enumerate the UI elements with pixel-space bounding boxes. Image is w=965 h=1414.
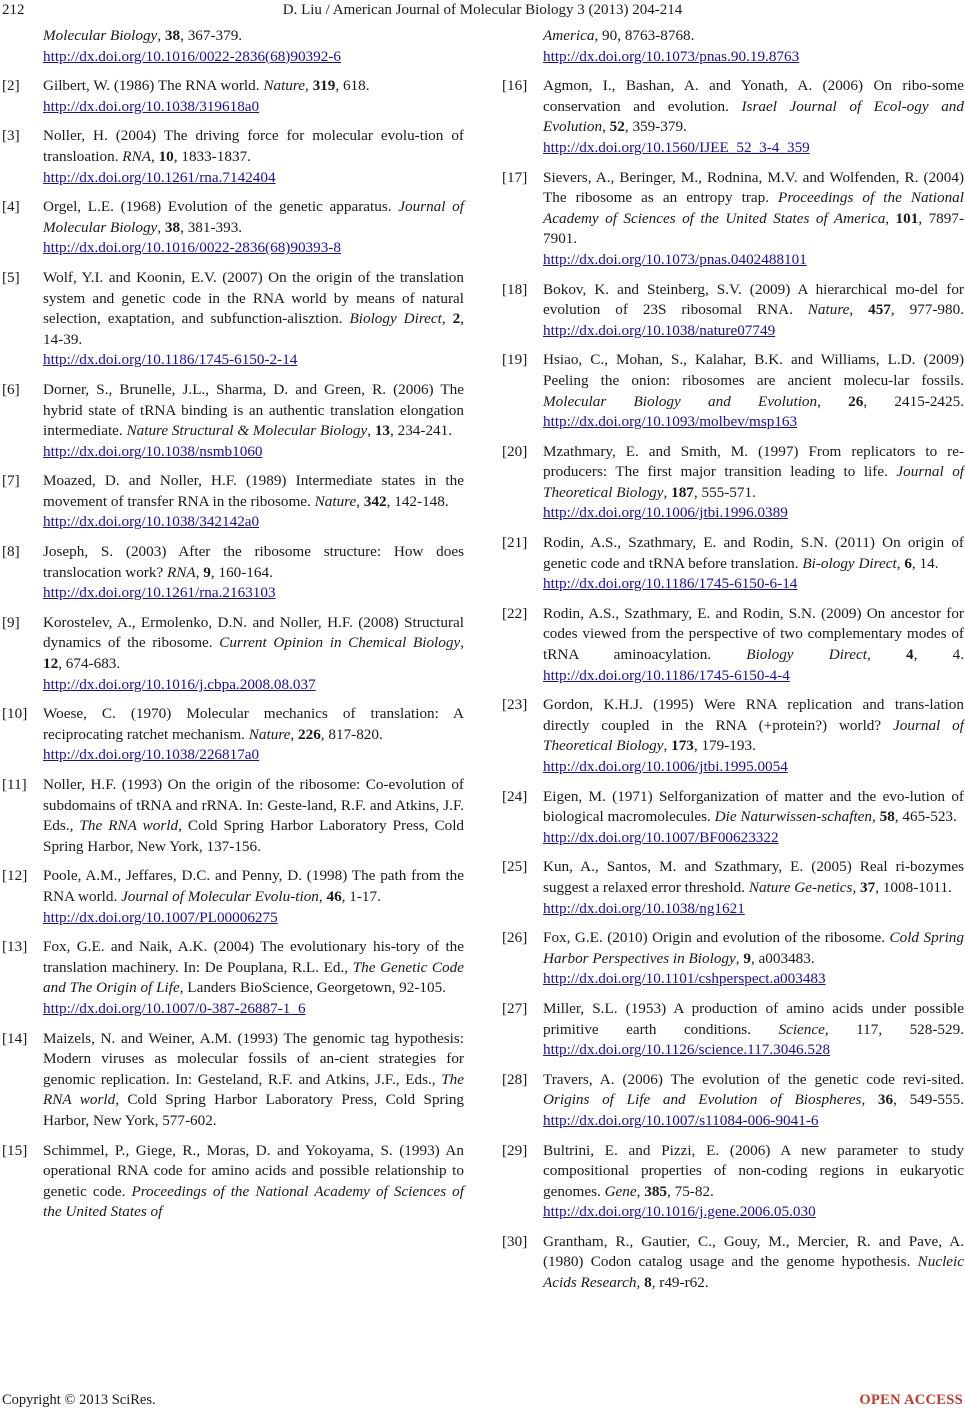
doi-link[interactable]: http://dx.doi.org/10.1016/j.cbpa.2008.08.037 <box>43 675 316 693</box>
reference-entry <box>502 168 964 271</box>
reference-entry <box>2 1029 464 1132</box>
reference-text-segment: Wolf, Y.I. and Koonin, E.V. (2007) On the origin of the translation system and genetic code in the RNA world by means of natural selection, exaptation, and subfunction-alisztion. <box>43 268 464 328</box>
reference-text-segment: , <box>460 634 465 652</box>
doi-link[interactable]: http://dx.doi.org/10.1038/226817a0 <box>43 746 260 764</box>
reference-text-segment: Korostelev, A., Ermolenko, D.N. and Noller, H.F. (2008) Structural dynamics of the ribosome. <box>43 613 464 652</box>
reference-volume: 36 <box>877 1091 894 1109</box>
doi-link[interactable]: http://dx.doi.org/10.1038/ng1621 <box>543 899 745 917</box>
reference-entry <box>2 76 464 117</box>
reference-text-segment: Rodin, A.S., Szathmary, E. and Rodin, S.N. (2009) On ancestor for codes viewed from the perspective of two complementary modes of tRNA aminoacylation. <box>543 604 964 664</box>
reference-text-segment: Hsiao, C., Mohan, S., Kalahar, B.K. and Williams, L.D. (2009) Peeling the onion: ribosomes are ancient molecu-lar fossils. <box>543 351 964 389</box>
reference-volume: 8 <box>644 1274 652 1292</box>
reference-text-segment: , 2415-2425. <box>863 392 965 410</box>
reference-text-segment: , Landers BioScience, Georgetown, 92-105. <box>179 979 446 997</box>
reference-source-title: Origins of Life and Evolution of Biospheres <box>543 1091 862 1109</box>
reference-text-segment: , 75-82. <box>667 1182 714 1200</box>
reference-text-segment: , 14-39. <box>43 310 465 348</box>
doi-link[interactable]: http://dx.doi.org/10.1016/0022-2836(68)90393-8 <box>43 239 341 257</box>
reference-text <box>543 787 964 849</box>
reference-text <box>43 1141 464 1223</box>
reference-entry <box>2 937 464 1019</box>
reference-source-title: Journal of Theoretical Biology <box>543 716 964 755</box>
reference-number: [11] <box>2 776 27 793</box>
reference-entry <box>2 268 464 371</box>
doi-link[interactable]: http://dx.doi.org/10.1101/cshperspect.a003483 <box>543 970 826 988</box>
reference-text-segment: Fox, G.E. (2010) Origin and evolution of the ribosome. <box>543 929 890 947</box>
reference-number: [3] <box>2 127 20 145</box>
reference-text-segment: Grantham, R., Gautier, C., Gouy, M., Mercier, R. and Pave, A. (1980) Codon catalog usage and the genome hypothesis. <box>543 1232 964 1271</box>
reference-source-title: Journal of Theoretical Biology <box>543 463 965 501</box>
reference-text-segment: Fox, G.E. and Naik, A.K. (2004) The evolutionary his-tory of the translation machinery. In: De Pouplana, R.L. Ed., <box>43 938 464 976</box>
reference-text <box>543 26 964 67</box>
reference-source-title: RNA <box>167 563 196 581</box>
reference-number: [6] <box>2 380 20 398</box>
doi-link[interactable]: http://dx.doi.org/10.1007/s11084-006-9041-6 <box>543 1111 819 1129</box>
reference-text <box>543 1141 964 1223</box>
reference-text-segment: Gilbert, W. (1986) The RNA world. <box>43 77 264 95</box>
reference-number: [19] <box>502 351 528 369</box>
reference-text-segment: , <box>872 808 880 826</box>
reference-number: [14] <box>2 1029 28 1047</box>
reference-volume: 9 <box>743 949 751 967</box>
reference-entry <box>502 857 964 919</box>
reference-column-left <box>2 26 464 1232</box>
doi-link[interactable]: http://dx.doi.org/10.1016/0022-2836(68)90392-6 <box>43 47 341 65</box>
reference-entry <box>2 775 464 857</box>
reference-source-title: Molecular Biology <box>43 27 158 44</box>
reference-text-segment: , 1008-1011. <box>875 878 952 896</box>
reference-source-title: The RNA world <box>79 817 179 835</box>
reference-text-segment: , <box>195 563 204 581</box>
doi-link[interactable]: http://dx.doi.org/10.1073/pnas.0402488101 <box>543 250 807 268</box>
reference-source-title: Nature <box>807 301 850 319</box>
reference-source-title: Nature Structural & Molecular Biology <box>126 422 368 440</box>
reference-text <box>543 1070 964 1132</box>
reference-volume: 12 <box>43 655 59 673</box>
reference-volume: 319 <box>312 77 336 95</box>
reference-text-segment: , <box>817 392 849 410</box>
reference-text-segment: , <box>602 118 610 136</box>
doi-link[interactable]: http://dx.doi.org/10.1016/j.gene.2006.05.030 <box>543 1203 816 1221</box>
reference-text <box>543 442 964 524</box>
running-header <box>0 0 965 24</box>
reference-entry <box>502 1070 964 1132</box>
reference-volume: 52 <box>609 118 625 136</box>
doi-link[interactable]: http://dx.doi.org/10.1560/IJEE_52_3-4_359 <box>543 138 810 156</box>
reference-volume: 26 <box>848 392 864 410</box>
reference-text-segment: , <box>866 646 906 664</box>
reference-number: [30] <box>502 1232 528 1250</box>
reference-volume: 9 <box>203 563 211 581</box>
reference-text-segment: , 234-241. <box>390 422 453 440</box>
reference-text <box>43 775 464 857</box>
reference-text-segment: , <box>885 209 896 227</box>
reference-text-segment: , 549-555. <box>893 1091 964 1109</box>
reference-text-segment: , 618. <box>335 77 370 95</box>
reference-source-title: Biology Direct <box>746 646 867 664</box>
reference-volume: 342 <box>363 492 387 510</box>
reference-source-title: Israel Journal of Ecol-ogy and Evolution <box>543 97 964 136</box>
reference-text-segment: , 465-523. <box>894 808 957 826</box>
reference-number: [9] <box>2 613 20 631</box>
reference-entry <box>2 126 464 188</box>
reference-text-segment: Eigen, M. (1971) Selforganization of matter and the evo-lution of biological macromolecules. <box>543 787 964 826</box>
reference-volume: 38 <box>164 218 181 236</box>
reference-text-segment: Orgel, L.E. (1968) Evolution of the genetic apparatus. <box>43 198 399 216</box>
reference-text-segment: Poole, A.M., Jeffares, D.C. and Penny, D. (1998) The path from the RNA world. <box>43 867 464 905</box>
reference-source-title: Cold Spring Harbor Perspectives in Biology <box>543 929 964 967</box>
reference-number: [21] <box>502 534 528 552</box>
reference-volume: 13 <box>374 422 391 440</box>
reference-entry <box>502 350 964 432</box>
reference-text <box>43 380 464 462</box>
reference-text <box>43 126 464 188</box>
reference-text-segment: , <box>356 492 364 510</box>
reference-text-segment: , 4. <box>913 646 964 664</box>
reference-text-segment: , <box>636 1274 645 1292</box>
reference-text <box>43 197 464 259</box>
reference-text <box>43 704 464 766</box>
reference-source-title: Nature <box>248 725 291 743</box>
reference-text-segment: Bokov, K. and Steinberg, S.V. (2009) A hierarchical mo-del for evolution of 23S ribosomal RNA. <box>543 280 964 319</box>
doi-link[interactable]: http://dx.doi.org/10.1093/molbev/msp163 <box>543 413 798 431</box>
page-number: 212 <box>2 2 25 18</box>
reference-number: [23] <box>502 696 528 714</box>
reference-text <box>543 604 964 686</box>
doi-link[interactable]: http://dx.doi.org/10.1038/342142a0 <box>43 513 260 531</box>
reference-source-title: Journal of Molecular Biology <box>43 198 464 236</box>
reference-number: [17] <box>502 168 528 186</box>
reference-text-segment: , <box>367 422 375 440</box>
reference-text-segment: Sievers, A., Beringer, M., Rodnina, M.V. and Wolfenden, R. (2004) The ribosome as an entropy trap. <box>543 168 964 207</box>
reference-source-title: Gene <box>604 1182 637 1200</box>
reference-text <box>43 1029 464 1132</box>
reference-text-segment: , 817-820. <box>320 725 383 743</box>
reference-text-segment: , <box>663 483 672 501</box>
reference-text <box>543 695 964 777</box>
reference-text-segment: , Cold Spring Harbor Laboratory Press, Cold Spring Harbor, New York, 577-602. <box>43 1091 465 1129</box>
reference-number: [16] <box>502 77 528 95</box>
reference-source-title: Bi-ology Direct <box>802 554 897 572</box>
reference-text-segment: , <box>663 737 672 755</box>
reference-number: [4] <box>2 198 20 216</box>
reference-number: [2] <box>2 77 20 95</box>
doi-link[interactable]: http://dx.doi.org/10.1126/science.117.3046.528 <box>543 1041 831 1059</box>
reference-number: [29] <box>502 1141 528 1159</box>
reference-number: [27] <box>502 999 528 1017</box>
reference-entry <box>2 866 464 928</box>
reference-text-segment: , a003483. <box>750 949 815 967</box>
reference-entry <box>2 26 464 67</box>
reference-number: [28] <box>502 1070 528 1088</box>
reference-number: [8] <box>2 543 20 561</box>
reference-text-segment: , 359-379. <box>624 118 687 136</box>
reference-text <box>43 471 464 533</box>
reference-text-segment: Woese, C. (1970) Molecular mechanics of translation: A reciprocating ratchet mechanism. <box>43 705 464 743</box>
reference-volume: 2 <box>452 310 461 328</box>
reference-volume: 37 <box>860 878 876 896</box>
reference-source-title: Die Naturwissen-schaften <box>714 808 873 826</box>
reference-text <box>543 76 964 158</box>
doi-link[interactable]: http://dx.doi.org/10.1073/pnas.90.19.8763 <box>543 47 800 65</box>
reference-text-segment: , <box>735 949 744 967</box>
reference-entry <box>502 533 964 595</box>
doi-link[interactable]: http://dx.doi.org/10.1261/rna.7142404 <box>43 168 276 186</box>
reference-source-title: Proceedings of the National Academy of Sciences of the United States of America <box>543 189 964 227</box>
reference-text <box>43 76 464 117</box>
doi-link[interactable]: http://dx.doi.org/10.1038/nature07749 <box>543 321 776 339</box>
reference-text-segment: Noller, H.F. (1993) On the origin of the ribosome: Co-evolution of subdomains of tRNA and rRNA. In: Geste-land, R.F. and Atkins, J.F. Eds., <box>43 776 464 835</box>
reference-text-segment: Rodin, A.S., Szathmary, E. and Rodin, S.N. (2011) On origin of genetic code and tRNA before translation. <box>543 534 964 572</box>
reference-text-segment: Moazed, D. and Noller, H.F. (1989) Intermediate states in the movement of transfer RNA in the ribosome. <box>43 472 464 510</box>
reference-text-segment: , 381-393. <box>180 218 243 236</box>
reference-number: [7] <box>2 472 20 490</box>
reference-entry <box>502 1232 964 1294</box>
reference-entry <box>2 704 464 766</box>
reference-text-segment: Dorner, S., Brunelle, J.L., Sharma, D. and Green, R. (2006) The hybrid state of tRNA binding is an authentic translation elongation intermediate. <box>43 380 464 440</box>
reference-volume: 187 <box>671 483 694 501</box>
reference-text <box>43 613 464 695</box>
reference-volume: 6 <box>904 554 912 572</box>
reference-text-segment: , r49-r62. <box>651 1274 709 1292</box>
reference-entry <box>2 197 464 259</box>
reference-text-segment: , <box>852 878 861 896</box>
reference-text-segment: , <box>157 218 165 236</box>
reference-number: [20] <box>502 442 528 460</box>
reference-entry <box>502 999 964 1061</box>
reference-entry <box>2 1141 464 1223</box>
reference-entry <box>2 471 464 533</box>
doi-link[interactable]: http://dx.doi.org/10.1006/jtbi.1995.0054 <box>543 758 788 775</box>
reference-text <box>43 26 464 67</box>
reference-text-segment: , <box>441 310 453 328</box>
reference-volume: 10 <box>158 147 174 165</box>
reference-source-title: Nature <box>314 492 357 510</box>
reference-text-segment: Kun, A., Santos, M. and Szathmary, E. (2005) Real ri-bozymes suggest a relaxed error threshold. <box>543 858 964 896</box>
reference-text-segment: , <box>861 1091 878 1109</box>
reference-volume: 457 <box>868 301 891 319</box>
reference-entry <box>2 613 464 695</box>
reference-volume: 385 <box>644 1182 668 1200</box>
doi-link[interactable]: http://dx.doi.org/10.1261/rna.2163103 <box>43 584 276 602</box>
reference-text-segment: , 674-683. <box>58 655 121 673</box>
reference-number: [5] <box>2 268 20 286</box>
reference-text-segment: , 142-148. <box>386 492 449 510</box>
reference-text-segment: , 977-980. <box>890 301 965 319</box>
reference-volume: 101 <box>895 209 919 227</box>
reference-text-segment: , 1-17. <box>341 887 381 905</box>
reference-entry <box>2 542 464 604</box>
reference-text-segment: , 1833-1837. <box>173 147 251 165</box>
reference-number: [25] <box>502 858 528 876</box>
reference-number: [24] <box>502 787 528 805</box>
reference-number: [18] <box>502 280 528 298</box>
reference-source-title: America <box>543 27 595 44</box>
reference-column-right <box>502 26 964 1303</box>
reference-text-segment: , <box>896 554 905 572</box>
reference-entry <box>502 695 964 777</box>
reference-entry <box>502 604 964 686</box>
reference-text-segment: , <box>157 27 165 44</box>
reference-text-segment: , 555-571. <box>693 483 756 501</box>
reference-source-title: RNA <box>122 147 151 165</box>
reference-number: [22] <box>502 604 528 622</box>
reference-text <box>543 928 964 990</box>
reference-entry <box>2 380 464 462</box>
reference-text-segment: Miller, S.L. (1953) A production of amino acids under possible primitive earth conditions. <box>543 999 964 1038</box>
reference-text-segment: , 7897-7901. <box>543 209 965 248</box>
reference-text <box>543 280 964 342</box>
reference-text-segment: Maizels, N. and Weiner, A.M. (1993) The genomic tag hypothesis: Modern viruses as molecular fossils of an-cient strategies for genomic replication. In: Gesteland, R.F. and Atkins, J.F., Eds., <box>43 1029 464 1088</box>
doi-link[interactable]: http://dx.doi.org/10.1186/1745-6150-6-14 <box>543 575 798 593</box>
reference-number: [10] <box>2 705 28 723</box>
reference-text-segment: , 179-193. <box>693 737 756 755</box>
doi-link[interactable]: http://dx.doi.org/10.1007/BF00623322 <box>543 828 779 846</box>
reference-volume: 173 <box>671 737 694 755</box>
reference-number: [26] <box>502 929 528 947</box>
reference-volume: 226 <box>298 725 321 743</box>
reference-text-segment: Bultrini, E. and Pizzi, E. (2006) A new parameter to study compositional properties of non-coding regions in eukaryotic genomes. <box>543 1141 964 1200</box>
reference-source-title: Molecular Biology and Evolution <box>543 392 818 410</box>
reference-text-segment: Schimmel, P., Giege, R., Moras, D. and Yokoyama, S. (1993) An operational RNA code for amino acids and possible relationship to genetic code. <box>43 1141 464 1200</box>
reference-entry <box>502 1141 964 1223</box>
reference-text <box>43 866 464 928</box>
reference-text-segment: , 160-164. <box>210 563 273 581</box>
reference-entry <box>502 76 964 158</box>
reference-entry <box>502 280 964 342</box>
reference-source-title: Biology Direct <box>349 310 442 328</box>
doi-link[interactable]: http://dx.doi.org/10.1007/0-387-26887-1_6 <box>43 999 306 1017</box>
reference-text-segment: , <box>150 147 159 165</box>
reference-number: [15] <box>2 1141 28 1159</box>
reference-source-title: The Genetic Code and The Origin of Life <box>43 958 464 997</box>
reference-volume: 38 <box>164 27 181 44</box>
open-access-label: OPEN ACCESS <box>859 1392 963 1408</box>
reference-source-title: Current Opinion in Chemical Biology <box>219 634 461 652</box>
doi-link[interactable]: http://dx.doi.org/10.1038/nsmb1060 <box>43 442 263 460</box>
reference-text <box>543 857 964 919</box>
reference-source-title: The RNA world <box>43 1070 464 1109</box>
doi-link[interactable]: http://dx.doi.org/10.1006/jtbi.1996.0389 <box>543 504 788 522</box>
reference-text-segment: Gordon, K.H.J. (1995) Were RNA replication and trans-lation directly coupled in the RNA (+protein?) world? <box>543 696 964 734</box>
doi-link[interactable]: http://dx.doi.org/10.1007/PL00006275 <box>43 908 278 926</box>
reference-text-segment: , <box>304 77 313 95</box>
reference-text <box>43 937 464 1019</box>
reference-source-title: Journal of Molecular Evolu-tion <box>121 887 319 905</box>
reference-text-segment: , 367-379. <box>180 27 243 44</box>
reference-text-segment: , <box>290 725 298 743</box>
reference-source-title: Nature <box>263 77 305 95</box>
doi-link[interactable]: http://dx.doi.org/10.1038/319618a0 <box>43 97 260 115</box>
reference-text-segment: , <box>636 1182 645 1200</box>
reference-text-segment: Noller, H. (2004) The driving force for molecular evolu-tion of transloation. <box>43 127 464 165</box>
reference-text-segment: , 14. <box>911 554 939 572</box>
reference-text-segment: , 90, 8763-8768. <box>594 27 695 44</box>
doi-link[interactable]: http://dx.doi.org/10.1186/1745-6150-2-14 <box>43 351 298 369</box>
reference-text-segment: Joseph, S. (2003) After the ribosome structure: How does translocation work? <box>43 543 464 581</box>
reference-text-segment: , Cold Spring Harbor Laboratory Press, Cold Spring Harbor, New York, 137-156. <box>43 817 465 855</box>
reference-entry <box>502 787 964 849</box>
reference-text <box>543 350 964 432</box>
reference-entry <box>502 442 964 524</box>
doi-link[interactable]: http://dx.doi.org/10.1186/1745-6150-4-4 <box>543 666 790 684</box>
reference-text-segment: Travers, A. (2006) The evolution of the genetic code revi-sited. <box>543 1070 964 1088</box>
copyright-notice: Copyright © 2013 SciRes. <box>2 1392 156 1408</box>
reference-text-segment: , 117, 528-529. <box>824 1020 964 1038</box>
reference-text-segment: , <box>318 887 327 905</box>
reference-source-title: Nature Ge-netics <box>748 878 853 896</box>
reference-text <box>543 533 964 595</box>
reference-number: [13] <box>2 938 28 956</box>
reference-number: [12] <box>2 867 28 885</box>
reference-source-title: Science <box>778 1020 825 1038</box>
reference-text <box>43 542 464 604</box>
reference-source-title: Proceedings of the National Academy of Sciences of the United States of <box>43 1182 464 1221</box>
reference-volume: 4 <box>906 646 914 664</box>
journal-citation-line: D. Liu / American Journal of Molecular Biology 3 (2013) 204-214 <box>282 2 683 18</box>
reference-text <box>543 1232 964 1294</box>
reference-text-segment: Mzathmary, E. and Smith, M. (1997) From replicators to re-producers: The first major transition leading to life. <box>543 442 964 481</box>
reference-text <box>543 168 964 271</box>
reference-volume: 58 <box>879 808 895 826</box>
reference-entry <box>502 26 964 67</box>
reference-source-title: Nucleic Acids Research <box>543 1253 964 1292</box>
reference-text <box>43 268 464 371</box>
reference-text <box>543 999 964 1061</box>
reference-volume: 46 <box>326 887 342 905</box>
reference-text-segment: Agmon, I., Bashan, A. and Yonath, A. (2006) On ribo-some conservation and evolution. <box>543 77 964 115</box>
reference-text-segment: , <box>849 301 869 319</box>
reference-entry <box>502 928 964 990</box>
